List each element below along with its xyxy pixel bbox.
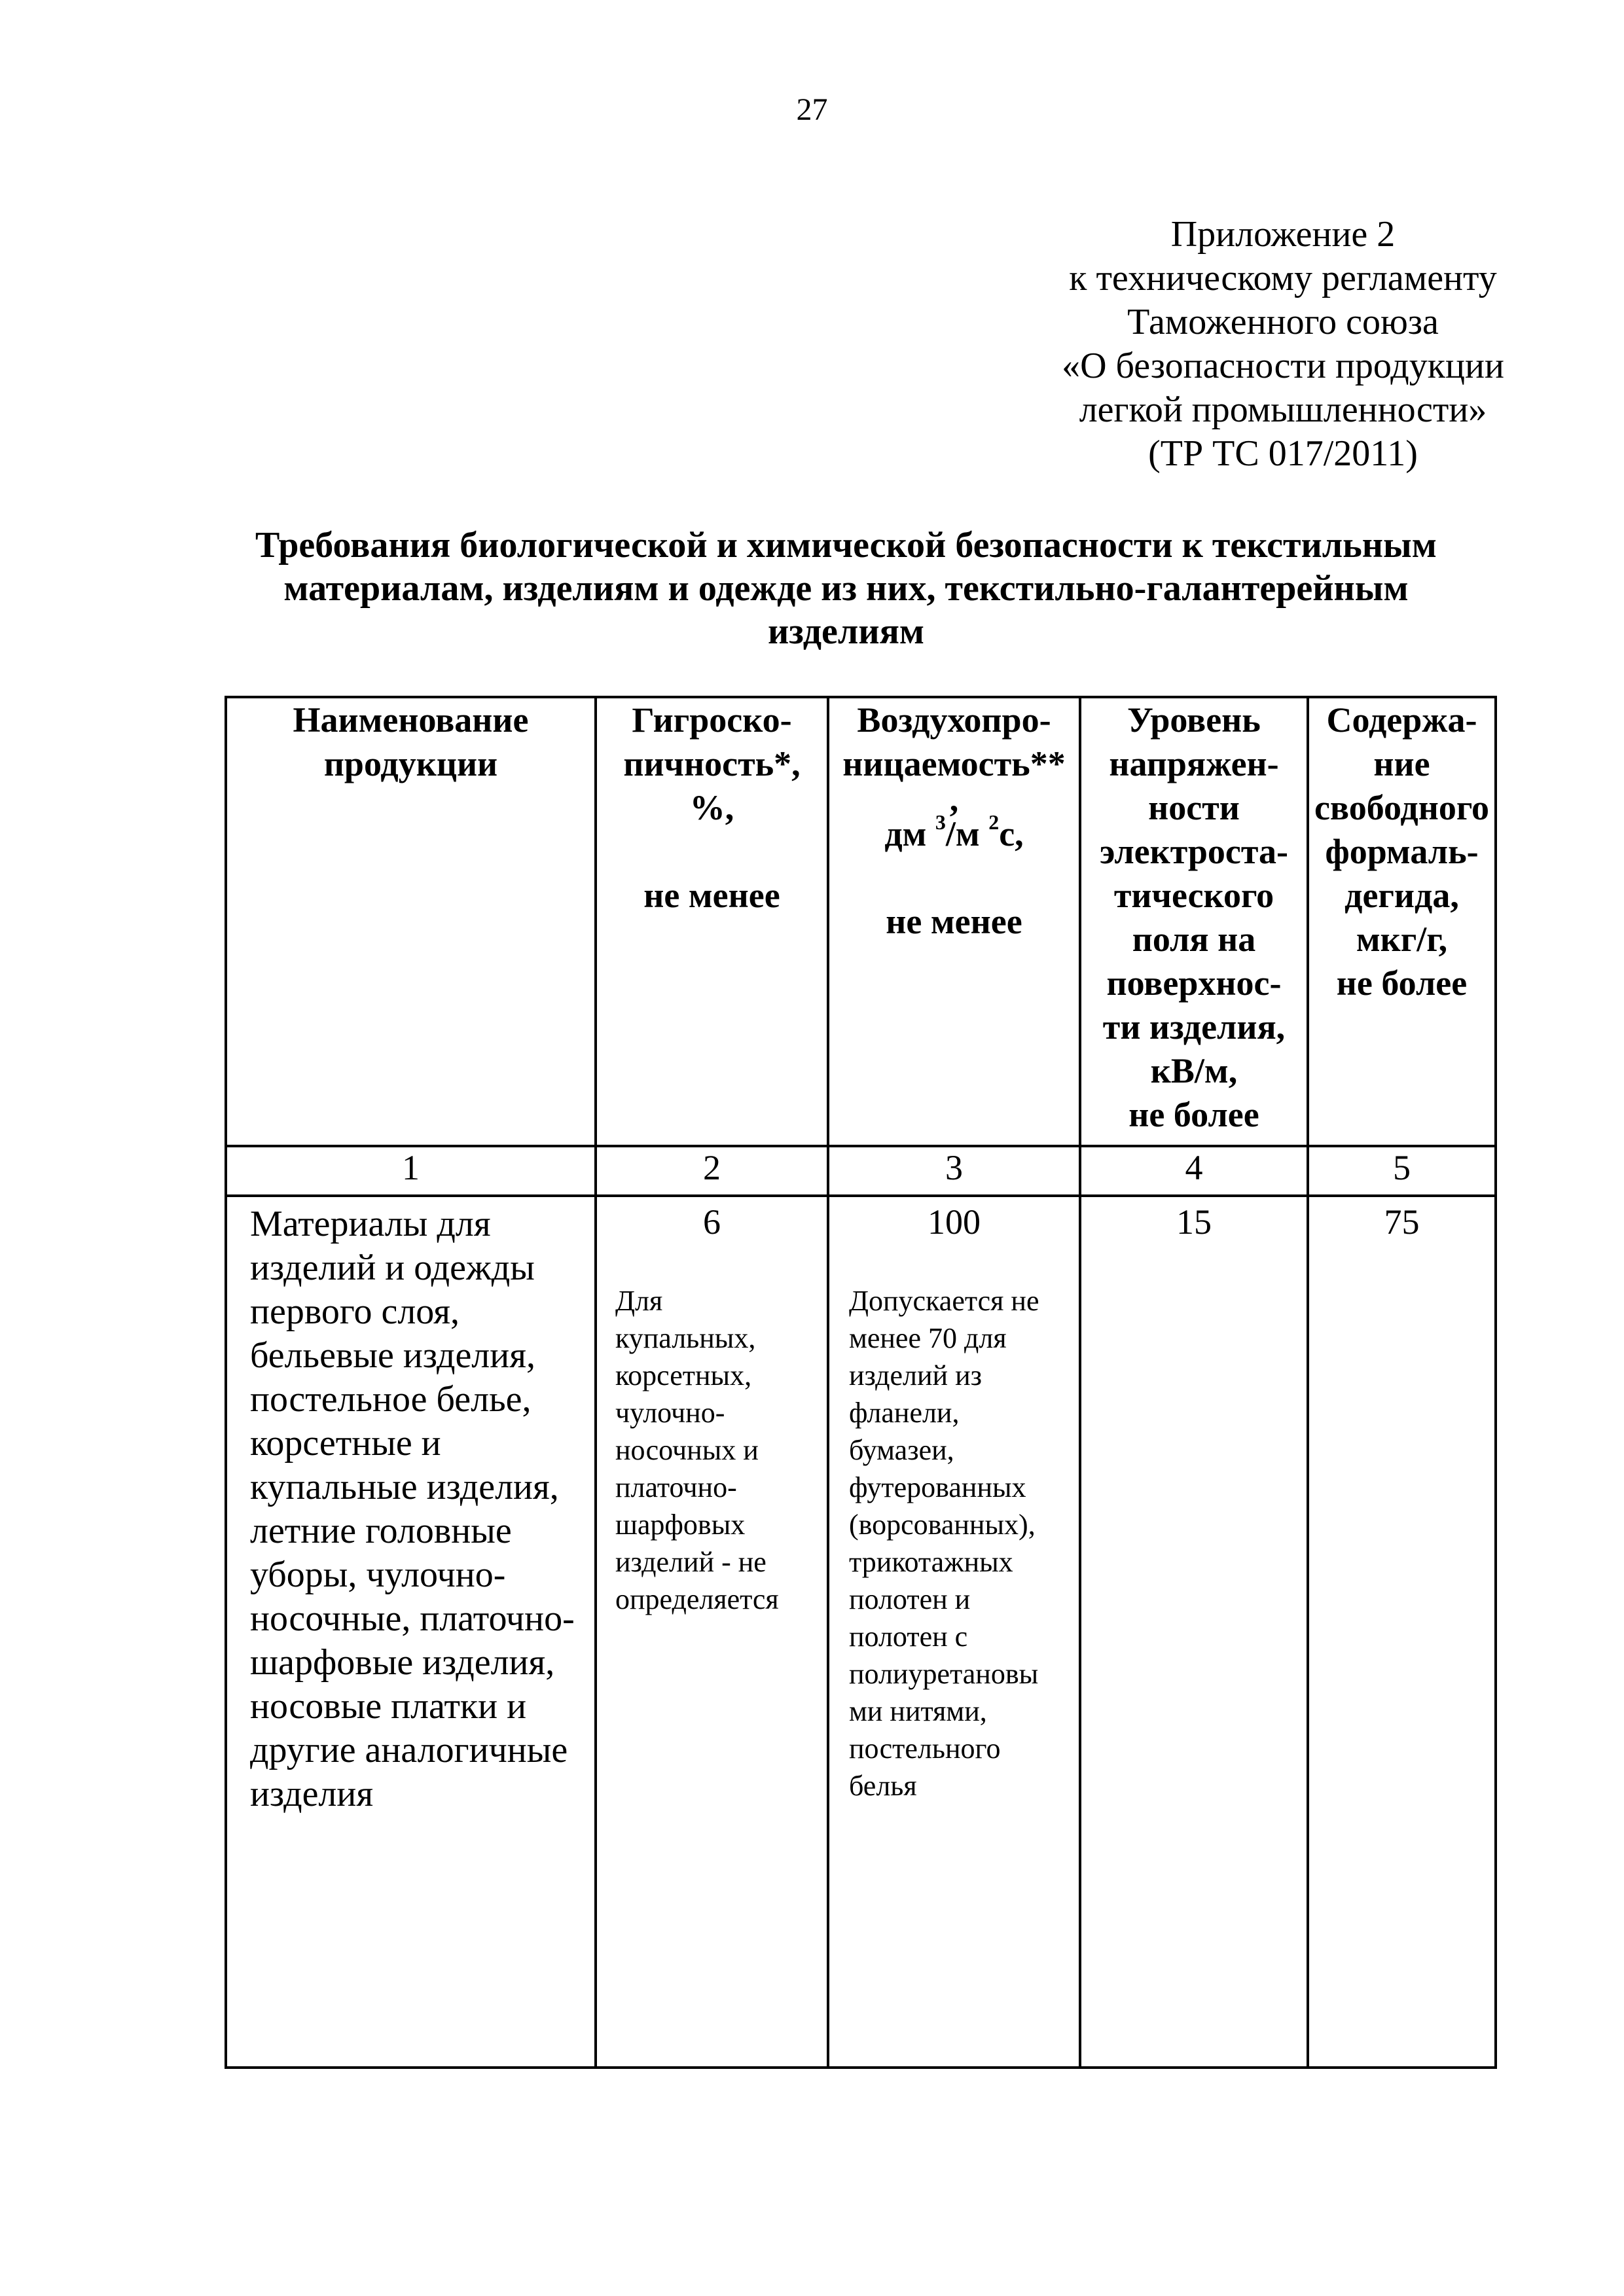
air-permeability-note: Допускается не менее 70 для изделий из фланели, бумазеи, футерованных (ворсованных), трикотажных полотен и полотен с полиуретановы ми нитями, постельного белья: [849, 1285, 1039, 1802]
hygroscopicity-cell: [596, 1196, 828, 2068]
header-air-permeability: Воздухопро- ницаемость** , дм $^3$/м $^2$с, не менее: [828, 697, 1080, 1146]
column-number: 5: [1308, 1146, 1496, 1196]
air-permeability-unit: дм $^3$/м $^2$с,: [884, 810, 1024, 853]
appendix-line: «О безопасности продукции: [1062, 346, 1504, 386]
title-line: Требования биологической и химической безопасности к текстильным: [255, 525, 1437, 565]
title-line: материалам, изделиям и одежде из них, текстильно-галантерейным: [283, 568, 1409, 609]
air-permeability-value: 100: [928, 1202, 981, 1242]
product-cell: Материалы для изделий и одежды первого слоя, бельевые изделия, постельное белье, корсетные и купальные изделия, летние головные уборы, чулочно- носочные, платочно- шарфовые изделия, носовые платки и другие аналогичные изделия: [226, 1196, 596, 2068]
column-number: 3: [828, 1146, 1080, 1196]
appendix-line: (ТР ТС 017/2011): [1148, 433, 1418, 474]
appendix-line: Приложение 2: [1170, 214, 1396, 255]
header-hygroscopicity: Гигроско- пичность*, %, не менее: [596, 697, 828, 1146]
column-number: 2: [596, 1146, 828, 1196]
column-number-row: [226, 1146, 1496, 1196]
formaldehyde-value: 75: [1384, 1202, 1420, 1242]
appendix-line: легкой промышленности»: [1079, 389, 1487, 430]
column-number: 1: [226, 1146, 596, 1196]
hygroscopicity-note: Для купальных, корсетных, чулочно- носочных и платочно- шарфовых изделий - не определяется: [615, 1285, 779, 1615]
hygroscopicity-value: 6: [703, 1202, 721, 1242]
requirements-table: [225, 696, 1497, 2069]
title-line: изделиям: [767, 611, 925, 652]
header-electrostatic-field: Уровень напряжен- ности электроста- тического поля на поверхнос- ти изделия, кВ/м, не более: [1080, 697, 1308, 1146]
formaldehyde-cell: [1308, 1196, 1496, 2068]
header-product-name: Наименование продукции: [226, 697, 596, 1146]
table-row: [226, 1196, 1496, 2068]
air-permeability-cell: [828, 1196, 1080, 2068]
table-header-row: [226, 697, 1496, 1146]
document-title: [196, 524, 1496, 653]
page-number: 27: [796, 92, 828, 127]
column-number: 4: [1080, 1146, 1308, 1196]
electrostatic-cell: [1080, 1196, 1308, 2068]
header-formaldehyde: Содержа- ние свободного формаль- дегида, мкг/г, не более: [1308, 697, 1496, 1146]
appendix-line: к техническому регламенту: [1069, 258, 1497, 298]
electrostatic-value: 15: [1176, 1202, 1212, 1242]
appendix-line: Таможенного союза: [1127, 302, 1439, 342]
appendix-reference: [1008, 213, 1558, 476]
